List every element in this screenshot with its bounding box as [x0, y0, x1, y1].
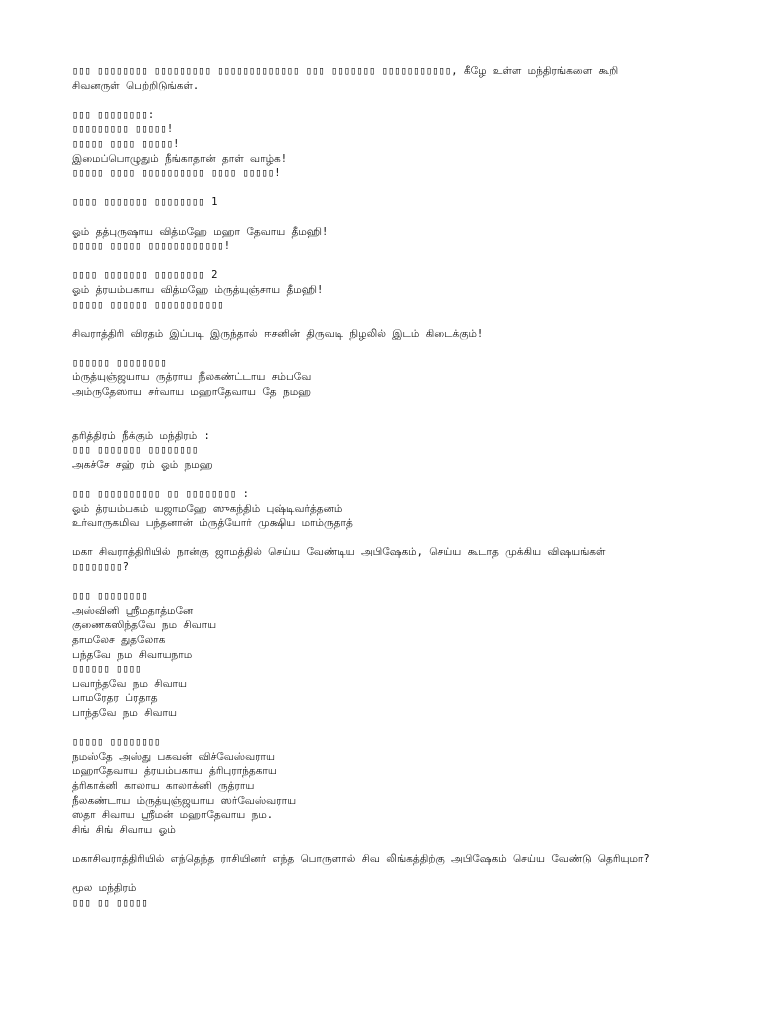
text-line: ▯▯▯ ▯▯▯▯▯▯▯ ▯▯▯▯▯▯▯▯ — [72, 444, 199, 457]
text-line: பாந்தவே நம சிவாய — [72, 706, 177, 719]
paragraph — [72, 881, 708, 910]
text-line: தாமலேச துதலோக — [72, 633, 166, 646]
text-line: ஓம் த்ரயம்பகாய வித்மஹே ம்ருத்யுஞ்சாய தீமஹி! — [72, 283, 324, 296]
text-line: ▯▯▯▯▯▯▯▯▯ ▯▯▯▯▯! — [72, 123, 174, 136]
text-line: ▯▯▯ ▯▯ ▯▯▯▯▯ — [72, 896, 148, 909]
text-line: ▯▯▯▯ ▯▯▯▯▯▯▯ ▯▯▯▯▯▯▯▯ 1 — [72, 196, 218, 209]
paragraph — [72, 268, 708, 312]
text-line: மூல மந்திரம் — [72, 882, 137, 895]
text-line: சிவராத்திரி விரதம் இப்படி இருந்தால் ஈசனின் திருவடி நிழலில் இடம் கிடைக்கும்! — [72, 327, 484, 340]
text-line: ம்ருத்யுஞ்ஜயாய ருத்ராய நீலகண்ட்டாய சம்பவே — [72, 371, 312, 384]
text-line: ▯▯▯▯▯▯ ▯▯▯▯▯▯▯▯ — [72, 356, 167, 369]
text-line: குணைகஸிந்தவே நம சிவாய — [72, 619, 217, 632]
paragraph — [72, 487, 708, 531]
paragraph — [72, 195, 708, 210]
text-line: ▯▯▯▯▯ ▯▯▯▯▯▯▯▯ — [72, 736, 161, 749]
text-line: சிங் சிங் சிவாய ஓம் — [72, 823, 176, 836]
text-line: மகா சிவராத்திரியில் நான்கு ஜாமத்தில் செய்ய வேண்டிய அபிஷேகம், செய்ய கூடாத முக்கிய விஷயங்கள் — [72, 546, 606, 559]
paragraph — [72, 589, 708, 720]
text-line: ▯▯▯ ▯▯▯▯▯▯▯▯ ▯▯▯▯▯▯▯▯▯ ▯▯▯▯▯▯▯▯▯▯▯▯▯ ▯▯▯ ▯▯▯▯▯▯▯ ▯▯▯▯▯▯▯▯▯▯▯, கீழே உள்ள மந்திரங்களை கூறி — [72, 65, 619, 77]
paragraph — [72, 429, 708, 473]
paragraph — [72, 64, 708, 93]
text-line: அகச்சே சஹ் ரம் ஓம் நமஹ — [72, 458, 213, 471]
text-line: அஸ்வினி ஸ்ரீமதாத்மனே — [72, 604, 194, 617]
text-line: நீலகண்டாய ம்ருத்யுஞ்ஜயாய ஸர்வேஸ்வராய — [72, 794, 297, 807]
text-line: ▯▯▯ ▯▯▯▯▯▯▯▯ — [72, 590, 148, 603]
text-line: ▯▯▯▯ ▯▯▯▯▯▯▯ ▯▯▯▯▯▯▯▯ 2 — [72, 269, 218, 282]
text-line: ஓம் த்ரயம்பகம் யஜாமஹே ஸுகந்திம் புஷ்டிவர்த்தனம் — [72, 502, 343, 515]
text-line: ஓம் தத்புருஷாய வித்மஹே மஹா தேவாய தீமஹி! — [72, 225, 329, 238]
text-line: நமஸ்தே அஸ்து பகவன் விச்வேஸ்வராய — [72, 750, 276, 763]
text-line: ▯▯▯ ▯▯▯▯▯▯▯▯: — [72, 108, 155, 121]
text-line: ▯▯▯▯▯▯ ▯▯▯▯ — [72, 663, 142, 676]
text-line: தரித்திரம் நீக்கும் மந்திரம் : — [72, 429, 210, 442]
text-line: ▯▯▯▯▯ ▯▯▯▯▯▯ ▯▯▯▯▯▯▯▯▯▯▯ — [72, 298, 224, 311]
paragraph — [72, 852, 708, 867]
paragraph — [72, 225, 708, 254]
text-line: த்ரிகாக்னி காலாய காலாக்னி ருத்ராய — [72, 779, 255, 792]
text-line: ▯▯▯▯▯ ▯▯▯▯▯ ▯▯▯▯▯▯▯▯▯▯▯▯! — [72, 240, 231, 253]
document-body — [72, 64, 708, 925]
text-line: ▯▯▯ ▯▯▯▯▯▯▯▯▯▯ ▯▯ ▯▯▯▯▯▯▯▯ : — [72, 488, 250, 501]
text-line: உர்வாருகமிவ பந்தனான் ம்ருத்யோர் முக்ஷிய மாம்ருதாத் — [72, 517, 353, 530]
paragraph — [72, 356, 708, 400]
text-line: மஹாதேவாய த்ரயம்பகாய த்ரிபுராந்தகாய — [72, 765, 277, 778]
text-line: இமைப்பொழுதும் நீங்காதான் தாள் வாழ்க! — [72, 152, 288, 165]
paragraph — [72, 327, 708, 342]
text-line: பந்தவே நம சிவாயநாம — [72, 648, 193, 661]
text-line: சிவனருள் பெற்றிடுங்கள். — [72, 79, 200, 92]
text-line: ஸதா சிவாய ஸ்ரீமன் மஹாதேவாய நம. — [72, 809, 274, 822]
text-line: மகாசிவராத்திரியில் எந்தெந்த ராசியினர் எந்த பொருளால் சிவ லிங்கத்திற்கு அபிஷேகம் செய்ய வேண்டு தெரியுமா? — [72, 852, 650, 865]
text-line: ▯▯▯▯▯ ▯▯▯▯ ▯▯▯▯▯▯▯▯▯▯ ▯▯▯▯ ▯▯▯▯▯! — [72, 167, 281, 180]
text-line: பவாந்தவே நம சிவாய — [72, 677, 188, 690]
text-line: ▯▯▯▯▯ ▯▯▯▯ ▯▯▯▯▯! — [72, 137, 180, 150]
paragraph — [72, 108, 708, 181]
text-line: பாமரேதர ப்ரதாத — [72, 692, 158, 705]
text-line: அம்ருதேஸாய சர்வாய மஹாதேவாய தே நமஹ — [72, 386, 312, 399]
text-line: ▯▯▯▯▯▯▯▯? — [72, 561, 129, 573]
paragraph — [72, 545, 708, 574]
paragraph — [72, 735, 708, 837]
